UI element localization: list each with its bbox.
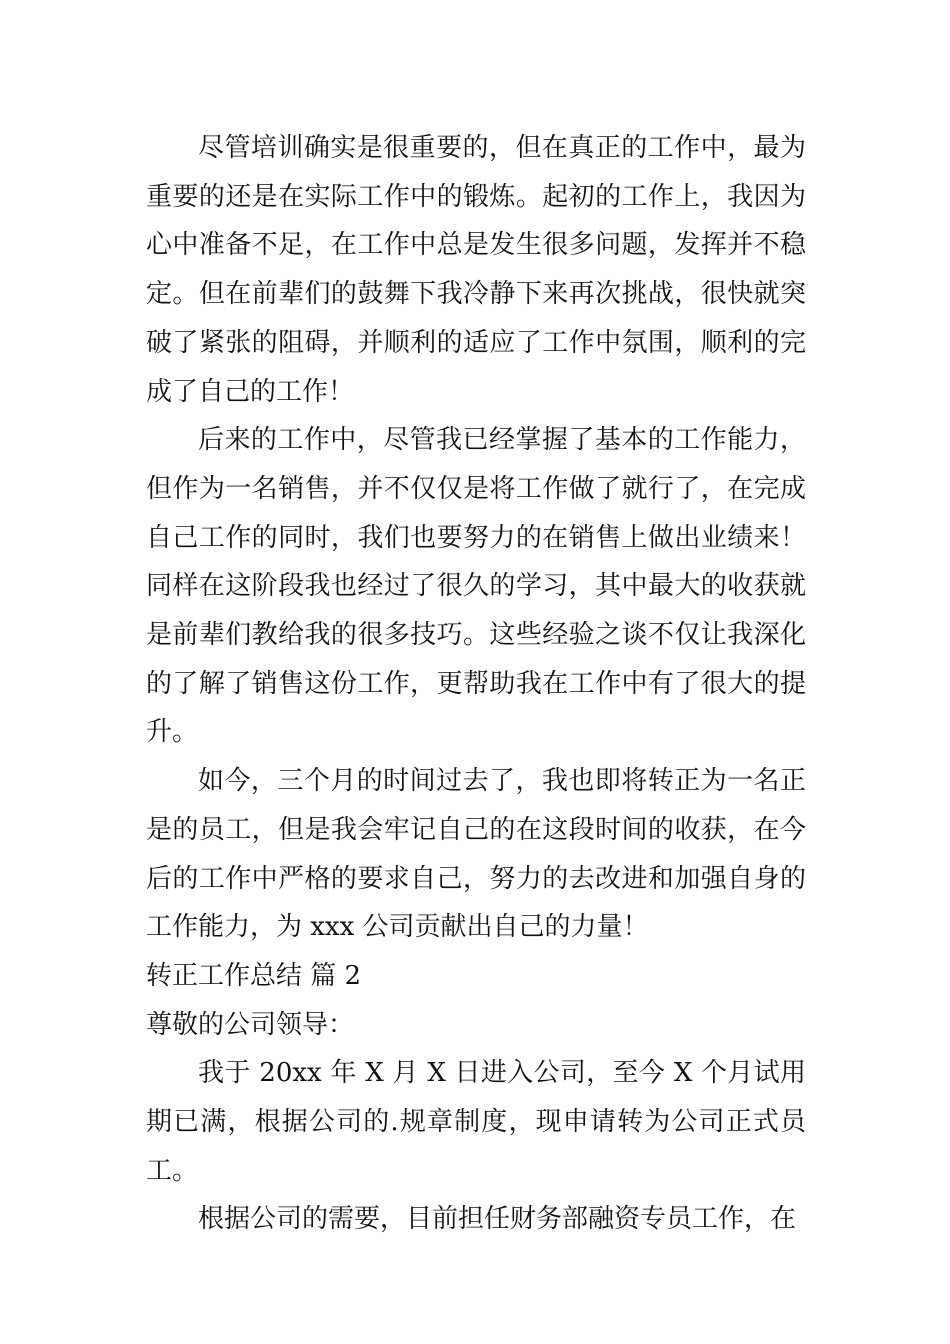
paragraph-training: 尽管培训确实是很重要的，但在真正的工作中，最为重要的还是在实际工作中的锻炼。起初的工作上，我因为心中准备不足，在工作中总是发生很多问题，发挥并不稳定。但在前辈们的鼓舞下我冷静下来再次挑战，很快就突破了紧张的阻碍，并顺利的适应了工作中氛围，顺利的完成了自己的工作！ xyxy=(146,133,806,407)
salutation: 尊敬的公司领导： xyxy=(146,1009,355,1040)
paragraph-conclusion: 如今，三个月的时间过去了，我也即将转正为一名正是的员工，但是我会牢记自己的在这段时间的收获，在今后的工作中严格的要求自己，努力的去改进和加强自身的工作能力，为 xxx 公司贡献出自己的力量！ xyxy=(146,766,806,943)
paragraph-application: 我于 20xx 年 X 月 X 日进入公司，至今 X 个月试用期已满，根据公司的.规章制度，现申请转为公司正式员工。 xyxy=(146,1058,806,1186)
paragraph-position: 根据公司的需要，目前担任财务部融资专员工作，在 xyxy=(198,1204,797,1235)
section-heading: 转正工作总结 篇 2 xyxy=(146,960,362,991)
document-page xyxy=(146,124,806,1244)
paragraph-sales-skills: 后来的工作中，尽管我已经掌握了基本的工作能力，但作为一名销售，并不仅仅是将工作做了就行了，在完成自己工作的同时，我们也要努力的在销售上做出业绩来！同样在这阶段我也经过了很久的学习，其中最大的收获就是前辈们教给我的很多技巧。这些经验之谈不仅让我深化的了解了销售这份工作，更帮助我在工作中有了很大的提升。 xyxy=(146,425,806,748)
